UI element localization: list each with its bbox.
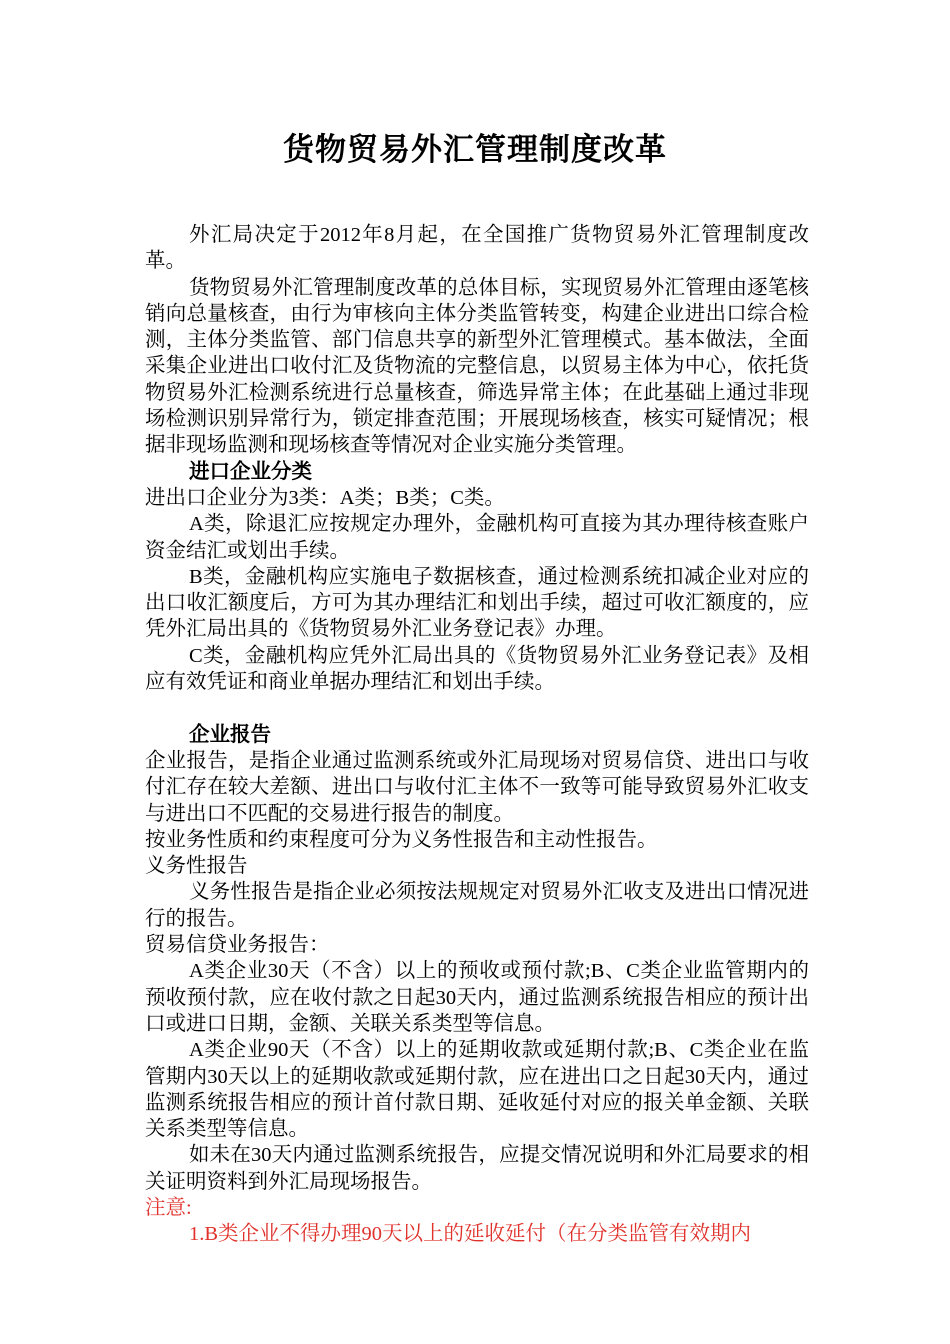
paragraph-goal: 货物贸易外汇管理制度改革的总体目标，实现贸易外汇管理由逐笔核销向总量核查，由行为审核向主体分类监管转变，构建企业进出口综合检测，主体分类监管、部门信息共享的新型外汇管理模式。基本做法，全面采集企业进出口收付汇及货物流的完整信息，以贸易主体为中心，依托货物贸易外汇检测系统进行总量核查，筛选异常主体；在此基础上通过非现场检测识别异常行为，锁定排查范围；开展现场核查，核实可疑情况；根据非现场监测和现场核查等情况对企业实施分类管理。 xyxy=(145,276,809,457)
paragraph-report-types: 按业务性质和约束程度可分为义务性报告和主动性报告。 xyxy=(145,828,658,851)
paragraph-report-definition: 企业报告，是指企业通过监测系统或外汇局现场对贸易信贷、进出口与收付汇存在较大差额、进出口与收付汇主体不一致等可能导致贸易外汇收支与进出口不匹配的交易进行报告的制度。 xyxy=(145,749,809,825)
blank-line xyxy=(145,695,809,721)
subheading-mandatory-report: 义务性报告 xyxy=(145,855,248,878)
document-title: 货物贸易外汇管理制度改革 xyxy=(283,132,667,167)
paragraph-class-a: A类，除退汇应按规定办理外，金融机构可直接为其办理待核查账户资金结汇或划出手续。 xyxy=(145,513,809,562)
paragraph-advance-payment: A类企业30天（不含）以上的预收或预付款;B、C类企业监管期内的预收预付款，应在收付款之日起30天内，通过监测系统报告相应的预计出口或进口日期，金额、关联关系类型等信息。 xyxy=(145,960,809,1035)
paragraph-class-b: B类，金融机构应实施电子数据核查，通过检测系统扣减企业对应的出口收汇额度后，方可为其办理结汇和划出手续，超过可收汇额度的，应凭外汇局出具的《货物贸易外汇业务登记表》办理。 xyxy=(145,565,809,641)
note-label: 注意: xyxy=(145,1196,192,1219)
paragraph-intro: 外汇局决定于2012年8月起，在全国推广货物贸易外汇管理制度改革。 xyxy=(145,224,809,273)
section-heading-report: 企业报告 xyxy=(189,723,271,746)
subheading-trade-credit: 贸易信贷业务报告： xyxy=(145,934,330,957)
paragraph-categories: 进出口企业分为3类：A类；B类；C类。 xyxy=(145,486,505,509)
paragraph-mandatory-definition: 义务性报告是指企业必须按法规规定对贸易外汇收支及进出口情况进行的报告。 xyxy=(145,881,809,930)
paragraph-late-report: 如未在30天内通过监测系统报告，应提交情况说明和外汇局要求的相关证明资料到外汇局现场报告。 xyxy=(145,1144,809,1193)
paragraph-deferred-payment: A类企业90天（不含）以上的延期收款或延期付款;B、C类企业在监管期内30天以上的延期收款或延期付款，应在进出口之日起30天内，通过监测系统报告相应的预计首付款日期、延收延付对应的报关单金额、关联关系类型等信息。 xyxy=(145,1039,809,1141)
paragraph-class-c: C类，金融机构应凭外汇局出具的《货物贸易外汇业务登记表》及相应有效凭证和商业单据办理结汇和划出手续。 xyxy=(145,644,809,694)
note-item-1: 1.B类企业不得办理90天以上的延收延付（在分类监管有效期内 xyxy=(189,1223,752,1246)
document-body xyxy=(145,222,809,1248)
section-heading-classification: 进口企业分类 xyxy=(189,460,312,483)
